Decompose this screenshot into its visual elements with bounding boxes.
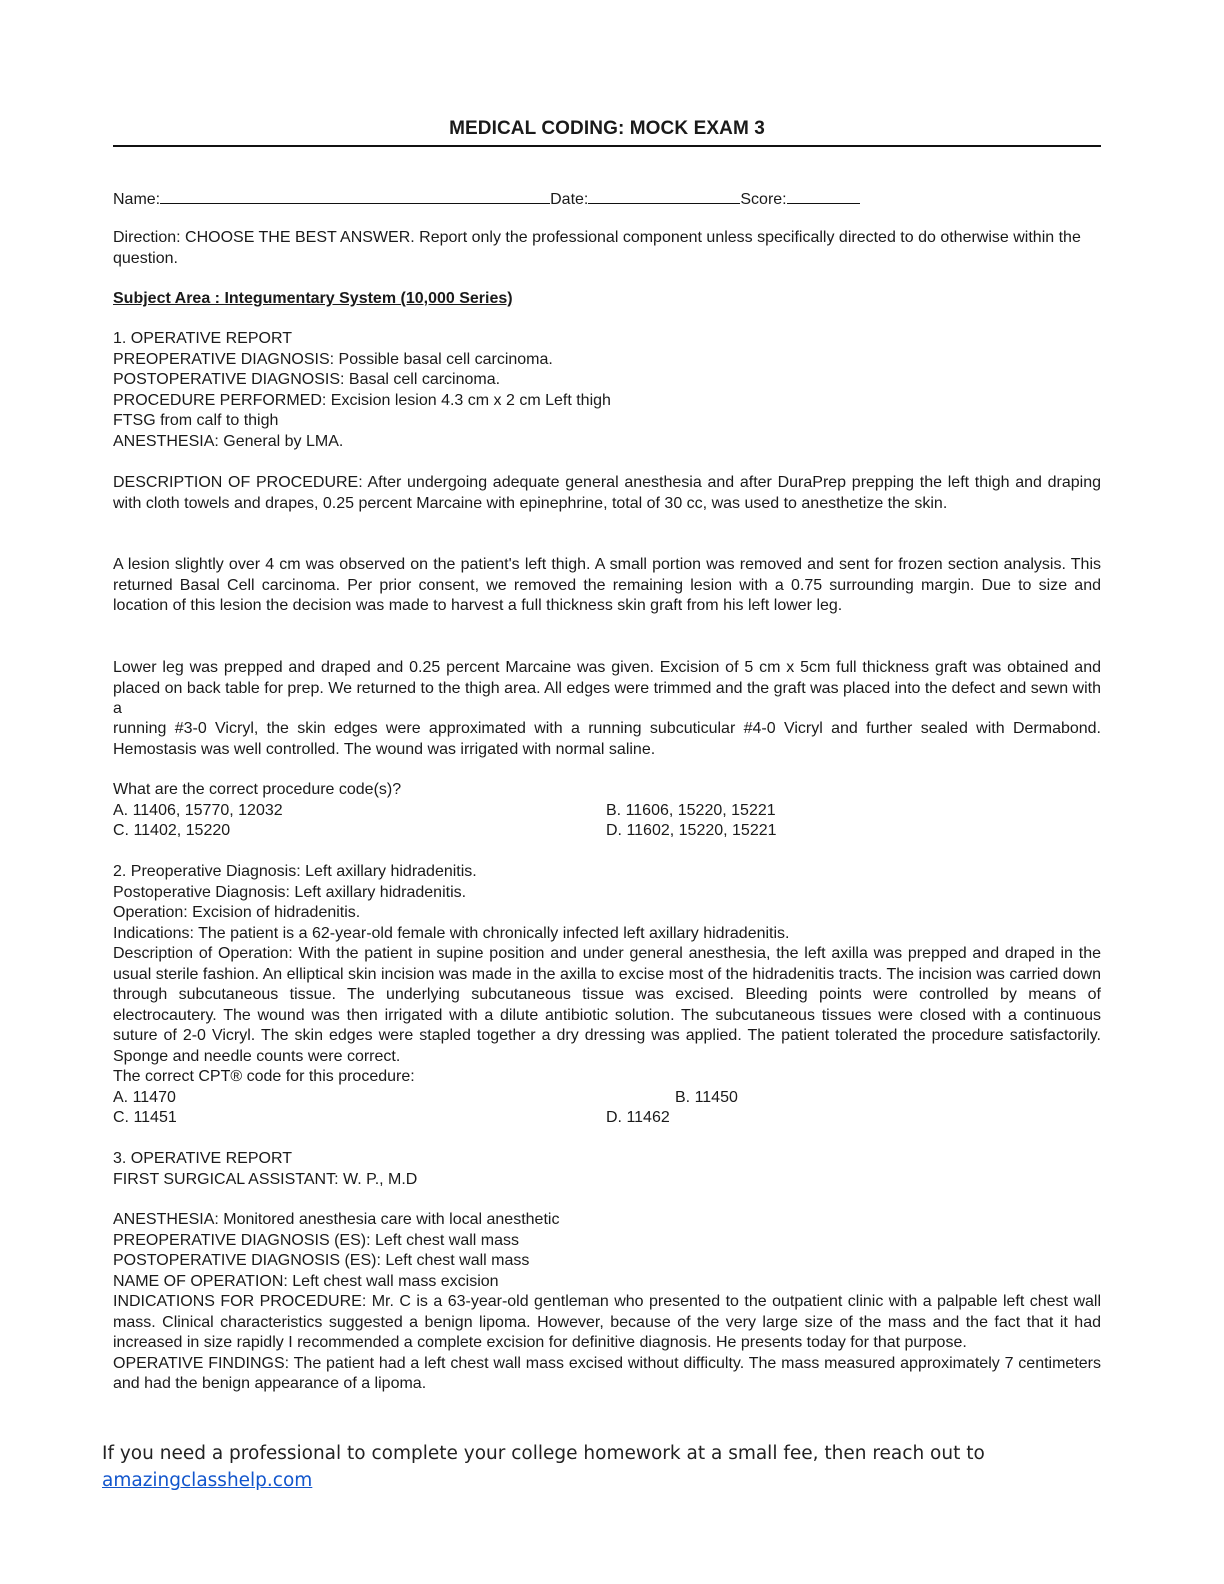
q1-question xyxy=(113,780,1101,842)
q1-paragraph-3a: Lower leg was prepped and draped and 0.25 percent Marcaine was given. Excision of 5 cm x 5cm full thickness graft was obtained and placed on back table for prep. We returned to the thigh area. All edges were trimmed and the graft was placed into the defect and sewn with a xyxy=(113,659,1101,717)
q3-line: POSTOPERATIVE DIAGNOSIS (ES): Left chest wall mass xyxy=(113,1252,530,1269)
q2-line: Operation: Excision of hidradenitis. xyxy=(113,904,361,921)
q1-options-row-2 xyxy=(113,821,1101,842)
q3-line: FIRST SURGICAL ASSISTANT: W. P., M.D xyxy=(113,1170,418,1188)
q2-question-text: The correct CPT® code for this procedure: xyxy=(113,1068,415,1085)
q3-line: PREOPERATIVE DIAGNOSIS (ES): Left chest wall mass xyxy=(113,1231,520,1249)
q1-option-b[interactable]: B. 11606, 15220, 15221 xyxy=(606,801,776,819)
q1-line: FTSG from calf to thigh xyxy=(113,412,279,429)
score-label: Score: xyxy=(740,191,787,208)
subject-title: Subject Area : Integumentary System (10,000 Series) xyxy=(113,290,513,307)
q2-option-a[interactable]: A. 11470 xyxy=(113,1088,176,1106)
q3-header xyxy=(113,1149,1101,1190)
q3-findings: OPERATIVE FINDINGS: The patient had a left chest wall mass excised without difficulty. The mass measured approximately 7 centimeters and had the benign appearance of a lipoma. xyxy=(113,1354,1101,1392)
q1-option-d[interactable]: D. 11602, 15220, 15221 xyxy=(606,822,777,839)
q3-line: NAME OF OPERATION: Left chest wall mass excision xyxy=(113,1272,499,1290)
q2-header xyxy=(113,862,1101,1129)
q2-options-row-1 xyxy=(113,1088,1101,1109)
q1-line: PROCEDURE PERFORMED: Excision lesion 4.3 cm x 2 cm Left thigh xyxy=(113,391,611,409)
name-label: Name: xyxy=(113,191,161,208)
q1-paragraph-3b: running #3-0 Vicryl, the skin edges were approximated with a running subcuticular #4-0 Vicryl and further sealed with Dermabond. Hemostasis was well controlled. The wound was irrigated with normal saline. xyxy=(113,720,1101,758)
q1-header xyxy=(113,329,1101,452)
date-label: Date: xyxy=(550,191,589,208)
q3-line: ANESTHESIA: Monitored anesthesia care with local anesthetic xyxy=(113,1211,560,1228)
q1-paragraph-1: DESCRIPTION OF PROCEDURE: After undergoing adequate general anesthesia and after DuraPrep prepping the left thigh and draping with cloth towels and drapes, 0.25 percent Marcaine with epinephrine, total of 30 cc, was used to anesthetize the skin. xyxy=(113,474,1101,512)
direction-text: Direction: CHOOSE THE BEST ANSWER. Report only the professional component unless specifically directed to do otherwise within the question. xyxy=(113,229,1081,267)
promo-text: If you need a professional to complete your college homework at a small fee, then reach out to xyxy=(102,1443,985,1464)
q2-line: 2. Preoperative Diagnosis: Left axillary hidradenitis. xyxy=(113,863,477,880)
page-title: MEDICAL CODING: MOCK EXAM 3 xyxy=(449,118,765,139)
q1-option-a[interactable]: A. 11406, 15770, 12032 xyxy=(113,801,283,819)
q1-line: POSTOPERATIVE DIAGNOSIS: Basal cell carcinoma. xyxy=(113,371,501,388)
date-blank[interactable] xyxy=(588,186,740,204)
q2-line: Indications: The patient is a 62-year-old female with chronically infected left axillary hidradenitis. xyxy=(113,924,790,942)
q3-indications: INDICATIONS FOR PROCEDURE: Mr. C is a 63-year-old gentleman who presented to the outpatient clinic with a palpable left chest wall mass. Clinical characteristics suggested a benign lipoma. However, because of the very large size of the mass and the fact that it had increased in size rapidly I recommended a complete excision for definitive diagnosis. He presents today for that purpose. xyxy=(113,1293,1101,1351)
q1-paragraph-2: A lesion slightly over 4 cm was observed on the patient's left thigh. A small portion was removed and sent for frozen section analysis. This returned Basal Cell carcinoma. Per prior consent, we removed the remaining lesion with a 0.75 surrounding margin. Due to size and location of this lesion the decision was made to harvest a full thickness skin graft from his left lower leg. xyxy=(113,556,1101,614)
q3-line: 3. OPERATIVE REPORT xyxy=(113,1150,293,1167)
q2-option-b[interactable]: B. 11450 xyxy=(675,1088,738,1106)
promo-footer xyxy=(102,1440,1102,1494)
q2-line: Postoperative Diagnosis: Left axillary hidradenitis. xyxy=(113,883,467,901)
q1-question-text: What are the correct procedure code(s)? xyxy=(113,781,402,798)
q2-options-row-2 xyxy=(113,1108,1101,1129)
q2-option-d[interactable]: D. 11462 xyxy=(606,1109,670,1126)
q1-line: PREOPERATIVE DIAGNOSIS: Possible basal cell carcinoma. xyxy=(113,350,553,368)
q2-option-c[interactable]: C. 11451 xyxy=(113,1109,177,1126)
q1-line: ANESTHESIA: General by LMA. xyxy=(113,432,344,450)
score-blank[interactable] xyxy=(787,186,860,204)
q1-line: 1. OPERATIVE REPORT xyxy=(113,330,293,347)
q1-option-c[interactable]: C. 11402, 15220 xyxy=(113,822,231,839)
promo-link[interactable]: amazingclasshelp.com xyxy=(102,1470,313,1491)
title-divider xyxy=(113,145,1101,147)
name-blank[interactable] xyxy=(160,186,550,204)
q2-description: Description of Operation: With the patient in supine position and under general anesthesia, the left axilla was prepped and draped in the usual sterile fashion. An elliptical skin incision was made in the axilla to excise most of the hidradenitis tracts. The incision was carried down through subcutaneous tissue. The underlying subcutaneous tissue was excised. Bleeding points were controlled by means of electrocautery. The wound was then irrigated with a dilute antibiotic solution. The subcutaneous tissues were closed with a continuous suture of 2-0 Vicryl. The skin edges were stapled together a dry dressing was applied. The patient tolerated the procedure satisfactorily. Sponge and needle counts were correct. xyxy=(113,945,1101,1065)
subject-heading xyxy=(113,289,1101,310)
q1-options-row-1 xyxy=(113,801,1101,822)
student-fields xyxy=(113,186,860,209)
q3-body xyxy=(113,1210,1101,1395)
